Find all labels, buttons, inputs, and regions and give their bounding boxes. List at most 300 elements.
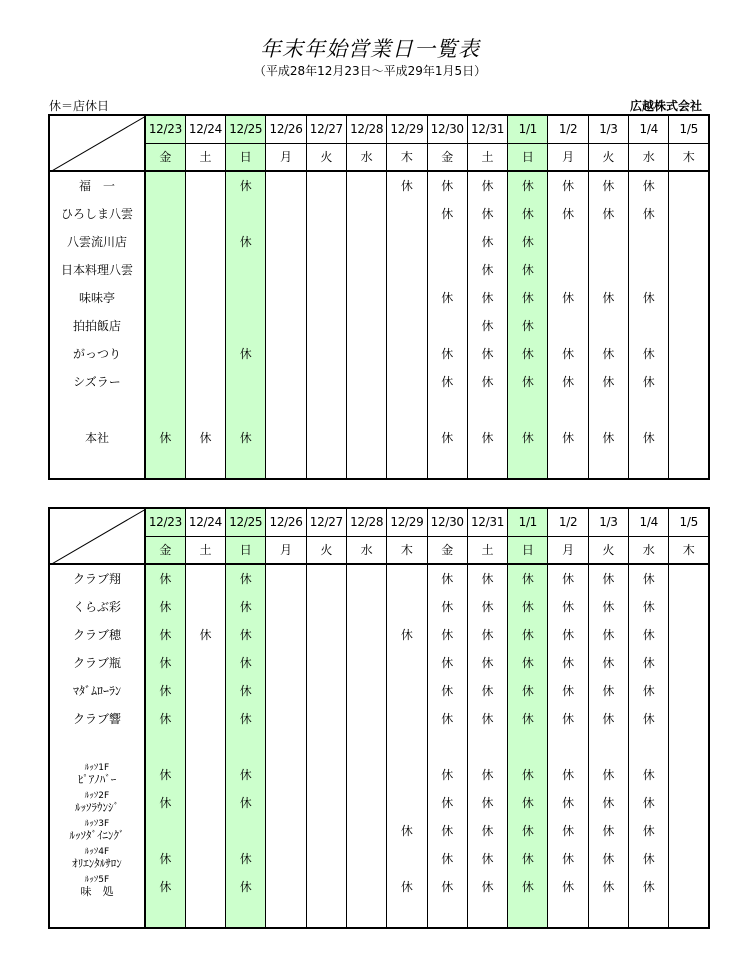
day-cell	[226, 900, 266, 928]
legend-note: 休＝店休日	[49, 99, 110, 113]
day-cell: 休	[427, 423, 467, 451]
table-row	[49, 872, 709, 900]
day-cell	[588, 311, 628, 339]
table-row	[49, 395, 709, 423]
day-cell	[508, 451, 548, 479]
day-cell	[548, 451, 588, 479]
weekday-header: 水	[629, 143, 669, 171]
day-cell: 休	[548, 564, 588, 592]
store-label: ｵﾘｴﾝﾀﾙｻﾛﾝ	[72, 856, 122, 870]
day-cell	[266, 451, 306, 479]
day-cell	[669, 564, 709, 592]
day-cell	[266, 732, 306, 760]
day-cell: 休	[508, 311, 548, 339]
day-cell	[669, 648, 709, 676]
day-cell	[588, 900, 628, 928]
table-row	[49, 704, 709, 732]
table-row	[49, 283, 709, 311]
store-name	[49, 872, 145, 900]
day-cell	[306, 760, 346, 788]
day-cell	[226, 732, 266, 760]
floor-label: ﾙｯｿ3F	[84, 818, 110, 829]
day-cell	[669, 255, 709, 283]
company-name: 広越株式会社	[629, 99, 702, 113]
table-row	[49, 255, 709, 283]
day-cell	[145, 283, 185, 311]
day-cell	[346, 872, 386, 900]
day-cell: 休	[467, 423, 507, 451]
day-cell	[346, 227, 386, 255]
day-cell	[669, 395, 709, 423]
day-cell	[266, 311, 306, 339]
day-cell: 休	[467, 199, 507, 227]
day-cell	[306, 732, 346, 760]
day-cell	[306, 367, 346, 395]
day-cell	[387, 311, 427, 339]
day-cell	[669, 844, 709, 872]
day-cell	[629, 255, 669, 283]
day-cell: 休	[588, 620, 628, 648]
date-header: 12/26	[266, 115, 306, 143]
day-cell	[629, 311, 669, 339]
day-cell	[669, 760, 709, 788]
schedule-table-2	[48, 507, 710, 929]
day-cell	[185, 732, 225, 760]
day-cell	[346, 451, 386, 479]
day-cell: 休	[145, 788, 185, 816]
date-header: 1/5	[669, 115, 709, 143]
day-cell	[226, 367, 266, 395]
day-cell	[346, 339, 386, 367]
day-cell	[387, 676, 427, 704]
floor-label: ﾙｯｿ2F	[84, 790, 110, 801]
date-header: 12/23	[145, 115, 185, 143]
day-cell: 休	[629, 171, 669, 199]
day-cell	[346, 900, 386, 928]
day-cell: 休	[145, 423, 185, 451]
table-row	[49, 620, 709, 648]
day-cell: 休	[508, 592, 548, 620]
corner-cell	[49, 508, 145, 564]
day-cell	[346, 423, 386, 451]
day-cell	[306, 676, 346, 704]
store-name	[49, 760, 145, 788]
day-cell	[306, 592, 346, 620]
store-name: 拍拍飯店	[49, 311, 145, 339]
table-row	[49, 199, 709, 227]
day-cell	[306, 423, 346, 451]
day-cell: 休	[387, 872, 427, 900]
day-cell: 休	[629, 760, 669, 788]
day-cell	[266, 199, 306, 227]
day-cell	[185, 676, 225, 704]
table-row	[49, 648, 709, 676]
day-cell: 休	[548, 816, 588, 844]
day-cell: 休	[226, 844, 266, 872]
day-cell	[346, 760, 386, 788]
day-cell	[629, 451, 669, 479]
table-row	[49, 760, 709, 788]
table-row	[49, 592, 709, 620]
day-cell	[185, 844, 225, 872]
weekday-header: 水	[346, 143, 386, 171]
table-row	[49, 311, 709, 339]
day-cell: 休	[508, 423, 548, 451]
day-cell	[669, 367, 709, 395]
store-name: クラブ瓶	[49, 648, 145, 676]
day-cell	[427, 255, 467, 283]
day-cell	[669, 676, 709, 704]
day-cell: 休	[548, 760, 588, 788]
day-cell	[306, 788, 346, 816]
day-cell	[266, 564, 306, 592]
day-cell	[588, 255, 628, 283]
day-cell	[669, 171, 709, 199]
day-cell: 休	[548, 704, 588, 732]
day-cell: 休	[145, 704, 185, 732]
day-cell	[346, 732, 386, 760]
day-cell	[387, 732, 427, 760]
day-cell: 休	[467, 648, 507, 676]
day-cell: 休	[629, 844, 669, 872]
day-cell	[266, 367, 306, 395]
day-cell	[387, 704, 427, 732]
day-cell	[306, 564, 346, 592]
table-row	[49, 816, 709, 844]
day-cell	[669, 900, 709, 928]
date-header: 12/23	[145, 508, 185, 536]
day-cell: 休	[629, 620, 669, 648]
day-cell: 休	[467, 171, 507, 199]
day-cell	[145, 339, 185, 367]
day-cell	[669, 816, 709, 844]
day-cell	[145, 732, 185, 760]
day-cell: 休	[467, 592, 507, 620]
day-cell	[508, 732, 548, 760]
date-header: 12/31	[467, 115, 507, 143]
store-name: くらぶ彩	[49, 592, 145, 620]
day-cell	[346, 844, 386, 872]
day-cell: 休	[226, 620, 266, 648]
day-cell	[185, 816, 225, 844]
day-cell	[185, 339, 225, 367]
day-cell	[306, 704, 346, 732]
day-cell	[387, 844, 427, 872]
day-cell	[346, 171, 386, 199]
day-cell	[669, 872, 709, 900]
day-cell: 休	[588, 339, 628, 367]
day-cell	[266, 704, 306, 732]
date-header: 1/3	[588, 115, 628, 143]
day-cell: 休	[508, 760, 548, 788]
day-cell: 休	[467, 676, 507, 704]
day-cell	[226, 283, 266, 311]
day-cell: 休	[467, 704, 507, 732]
day-cell	[306, 844, 346, 872]
weekday-header: 金	[145, 143, 185, 171]
corner-cell	[49, 115, 145, 171]
day-cell: 休	[467, 367, 507, 395]
day-cell	[467, 451, 507, 479]
day-cell	[185, 760, 225, 788]
day-cell	[346, 395, 386, 423]
day-cell: 休	[548, 872, 588, 900]
date-header: 12/30	[427, 508, 467, 536]
day-cell	[629, 900, 669, 928]
day-cell: 休	[508, 872, 548, 900]
day-cell	[226, 816, 266, 844]
day-cell: 休	[588, 704, 628, 732]
weekday-header: 月	[548, 143, 588, 171]
day-cell	[387, 760, 427, 788]
day-cell	[185, 451, 225, 479]
day-cell: 休	[508, 283, 548, 311]
table-row	[49, 339, 709, 367]
day-cell	[266, 171, 306, 199]
store-name: 本社	[49, 423, 145, 451]
day-cell: 休	[467, 311, 507, 339]
day-cell	[669, 592, 709, 620]
day-cell	[508, 395, 548, 423]
day-cell	[306, 199, 346, 227]
store-label: ﾙｯｿﾗｳﾝｼﾞ	[75, 800, 119, 814]
day-cell: 休	[427, 564, 467, 592]
day-cell: 休	[588, 788, 628, 816]
weekday-header: 日	[226, 536, 266, 564]
weekday-header: 土	[467, 536, 507, 564]
weekday-header: 木	[669, 143, 709, 171]
day-cell: 休	[145, 648, 185, 676]
day-cell	[387, 367, 427, 395]
store-name: がっつり	[49, 339, 145, 367]
day-cell	[145, 199, 185, 227]
day-cell: 休	[467, 844, 507, 872]
day-cell	[226, 255, 266, 283]
date-header: 12/26	[266, 508, 306, 536]
day-cell	[669, 339, 709, 367]
day-cell	[548, 227, 588, 255]
day-cell	[387, 564, 427, 592]
day-cell	[629, 227, 669, 255]
weekday-header: 土	[467, 143, 507, 171]
day-cell: 休	[467, 788, 507, 816]
day-cell: 休	[548, 339, 588, 367]
date-header: 12/27	[306, 508, 346, 536]
day-cell	[145, 311, 185, 339]
day-cell	[467, 395, 507, 423]
day-cell: 休	[427, 872, 467, 900]
day-cell	[427, 451, 467, 479]
date-header: 12/31	[467, 508, 507, 536]
day-cell	[266, 395, 306, 423]
day-cell: 休	[588, 423, 628, 451]
weekday-header: 水	[346, 536, 386, 564]
day-cell	[266, 788, 306, 816]
day-cell: 休	[467, 872, 507, 900]
day-cell	[387, 227, 427, 255]
day-cell	[548, 395, 588, 423]
day-cell	[185, 564, 225, 592]
day-cell: 休	[185, 423, 225, 451]
day-cell	[306, 900, 346, 928]
day-cell	[185, 704, 225, 732]
store-name: 福 一	[49, 171, 145, 199]
day-cell	[266, 592, 306, 620]
day-cell: 休	[508, 816, 548, 844]
day-cell	[145, 900, 185, 928]
weekday-header: 日	[226, 143, 266, 171]
day-cell: 休	[467, 283, 507, 311]
date-header: 1/5	[669, 508, 709, 536]
day-cell	[306, 620, 346, 648]
day-cell: 休	[548, 367, 588, 395]
day-cell	[185, 171, 225, 199]
day-cell: 休	[427, 816, 467, 844]
day-cell	[226, 199, 266, 227]
weekday-header: 金	[145, 536, 185, 564]
day-cell	[266, 283, 306, 311]
day-cell	[185, 648, 225, 676]
day-cell: 休	[588, 760, 628, 788]
day-cell: 休	[588, 592, 628, 620]
day-cell	[467, 732, 507, 760]
date-header: 1/1	[508, 115, 548, 143]
day-cell: 休	[588, 171, 628, 199]
day-cell	[669, 227, 709, 255]
day-cell	[306, 451, 346, 479]
table-row	[49, 788, 709, 816]
day-cell: 休	[548, 283, 588, 311]
store-name	[49, 816, 145, 844]
day-cell: 休	[226, 676, 266, 704]
day-cell	[387, 592, 427, 620]
day-cell	[346, 199, 386, 227]
day-cell	[629, 395, 669, 423]
day-cell: 休	[427, 592, 467, 620]
day-cell: 休	[226, 171, 266, 199]
day-cell: 休	[427, 199, 467, 227]
day-cell	[427, 311, 467, 339]
day-cell	[145, 816, 185, 844]
day-cell: 休	[185, 620, 225, 648]
store-name	[49, 732, 145, 760]
date-header: 12/25	[226, 115, 266, 143]
weekday-header: 金	[427, 143, 467, 171]
day-cell	[266, 760, 306, 788]
day-cell: 休	[145, 760, 185, 788]
day-cell: 休	[508, 676, 548, 704]
day-cell	[306, 872, 346, 900]
day-cell: 休	[467, 339, 507, 367]
day-cell: 休	[588, 367, 628, 395]
day-cell	[145, 451, 185, 479]
weekday-header: 月	[266, 143, 306, 171]
day-cell: 休	[548, 648, 588, 676]
store-name	[49, 451, 145, 479]
day-cell	[185, 283, 225, 311]
table-row	[49, 171, 709, 199]
day-cell	[266, 676, 306, 704]
day-cell	[306, 311, 346, 339]
store-name	[49, 788, 145, 816]
day-cell	[266, 844, 306, 872]
weekday-header: 火	[306, 536, 346, 564]
day-cell: 休	[508, 844, 548, 872]
date-header: 12/29	[387, 115, 427, 143]
day-cell: 休	[427, 171, 467, 199]
day-cell	[387, 648, 427, 676]
store-name: ﾏﾀﾞﾑﾛｰﾗﾝ	[49, 676, 145, 704]
day-cell	[669, 423, 709, 451]
day-cell: 休	[508, 704, 548, 732]
date-header: 12/25	[226, 508, 266, 536]
day-cell	[346, 648, 386, 676]
day-cell	[266, 872, 306, 900]
diagonal-line	[50, 116, 145, 171]
store-name: クラブ響	[49, 704, 145, 732]
day-cell: 休	[427, 760, 467, 788]
day-cell: 休	[629, 788, 669, 816]
day-cell: 休	[629, 592, 669, 620]
day-cell	[306, 648, 346, 676]
day-cell	[266, 227, 306, 255]
day-cell	[387, 339, 427, 367]
day-cell	[346, 255, 386, 283]
day-cell	[185, 592, 225, 620]
day-cell: 休	[427, 676, 467, 704]
day-cell: 休	[508, 339, 548, 367]
weekday-header: 木	[669, 536, 709, 564]
store-name: 日本料理八雲	[49, 255, 145, 283]
day-cell: 休	[467, 760, 507, 788]
day-cell: 休	[508, 620, 548, 648]
weekday-header: 月	[266, 536, 306, 564]
day-cell: 休	[629, 676, 669, 704]
day-cell	[145, 171, 185, 199]
day-cell: 休	[467, 816, 507, 844]
day-cell	[346, 816, 386, 844]
day-cell: 休	[588, 844, 628, 872]
date-header: 1/3	[588, 508, 628, 536]
day-cell	[467, 900, 507, 928]
day-cell: 休	[226, 227, 266, 255]
day-cell	[387, 788, 427, 816]
day-cell: 休	[427, 844, 467, 872]
day-cell	[669, 311, 709, 339]
day-cell	[306, 816, 346, 844]
day-cell: 休	[145, 872, 185, 900]
store-name: シズラー	[49, 367, 145, 395]
day-cell: 休	[508, 255, 548, 283]
floor-label: ﾙｯｿ5F	[84, 874, 110, 885]
day-cell: 休	[226, 704, 266, 732]
table-row	[49, 676, 709, 704]
weekday-header: 木	[387, 536, 427, 564]
weekday-header: 土	[185, 143, 225, 171]
day-cell	[226, 451, 266, 479]
day-cell: 休	[387, 816, 427, 844]
day-cell: 休	[629, 816, 669, 844]
day-cell	[387, 395, 427, 423]
day-cell: 休	[588, 564, 628, 592]
day-cell	[185, 227, 225, 255]
day-cell	[185, 199, 225, 227]
day-cell	[588, 395, 628, 423]
weekday-header: 月	[548, 536, 588, 564]
day-cell: 休	[629, 704, 669, 732]
weekday-header: 日	[508, 143, 548, 171]
store-name: クラブ穂	[49, 620, 145, 648]
